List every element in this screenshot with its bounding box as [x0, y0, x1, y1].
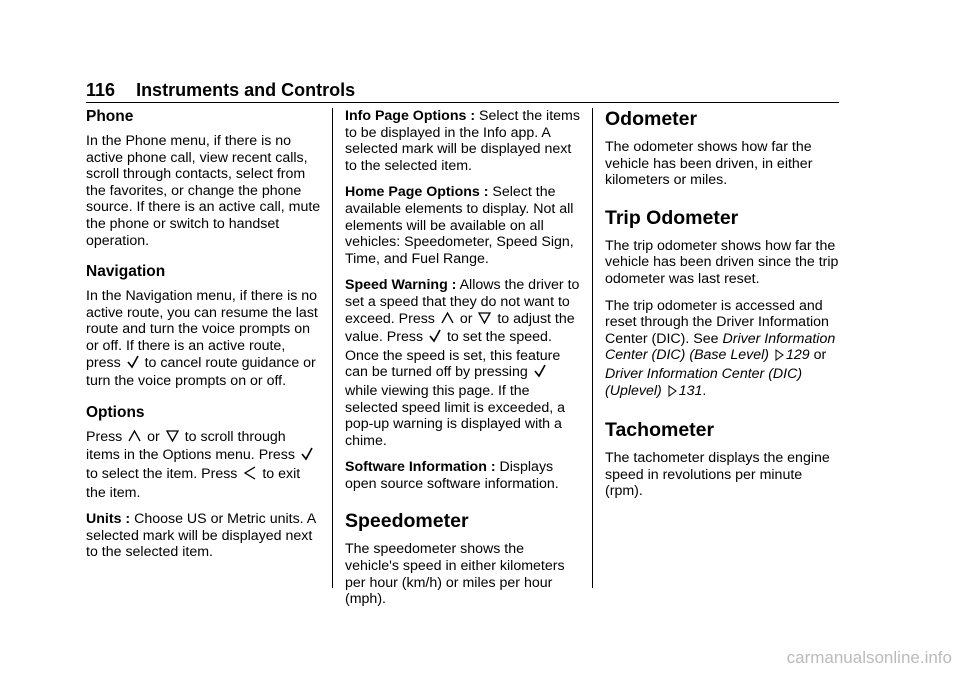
- column-divider-1: [332, 108, 333, 588]
- units-text: Choose US or Metric units. A selected mark will be displayed next to the selected item.: [86, 511, 316, 561]
- page-ref-icon: [775, 349, 784, 366]
- header-rule: [86, 102, 839, 103]
- page-number: 116: [86, 80, 116, 100]
- options-text-b: to scroll through items in the Options menu. Press: [86, 428, 295, 464]
- navigation-paragraph: [86, 288, 322, 390]
- home-page-paragraph: [345, 184, 581, 267]
- speedometer-heading: Speedometer: [345, 510, 469, 533]
- units-paragraph: [86, 511, 322, 561]
- down-arrow-icon: [166, 429, 179, 448]
- watermark: carmanualsonline.info: [786, 648, 952, 667]
- trip-odometer-paragraph-1: The trip odometer shows how far the vehicle has been driven since the trip odometer was last reset.: [605, 237, 839, 287]
- speedometer-paragraph: The speedometer shows the vehicle's speed in either kilometers per hour (km/h) or miles per hour (mph).: [345, 541, 565, 608]
- trip-or: or: [813, 347, 827, 364]
- speed-warning-text-b: to adjust the value. Press: [345, 310, 575, 346]
- up-arrow-icon: [128, 429, 141, 448]
- info-page-paragraph: [345, 108, 581, 174]
- options-text-c: to select the item. Press: [86, 465, 238, 482]
- column-2: [345, 108, 581, 618]
- odometer-paragraph: The odometer shows how far the vehicle has been driven, in either kilometers or miles.: [605, 139, 813, 189]
- dic-uplevel-page[interactable]: 131: [678, 382, 703, 399]
- phone-paragraph: In the Phone menu, if there is no active phone call, view recent calls, scroll through contacts, select from the favorites, or change the phone source. If there is an active call, mute the phone or switch to handset operation.: [86, 133, 321, 249]
- software-info-label: Software Information :: [345, 459, 496, 476]
- software-info-text: Displays open source software information.: [345, 459, 559, 492]
- dic-base-page[interactable]: 129: [785, 347, 810, 364]
- navigation-text-a: In the Navigation menu, if there is no active route, you can resume the last route and turn the voice prompts on or off. If there is an active route, press: [86, 288, 318, 371]
- down-arrow-icon: [478, 311, 491, 330]
- check-icon: [127, 355, 139, 374]
- options-text-d: to exit the item.: [86, 465, 301, 501]
- up-arrow-icon: [441, 311, 454, 330]
- trip-odometer-heading: Trip Odometer: [605, 206, 739, 229]
- speed-warning-or: or: [459, 310, 473, 327]
- check-icon: [429, 329, 441, 348]
- info-page-label: Info Page Options :: [345, 108, 476, 124]
- trip-text-a: The trip odometer is accessed and reset through the Driver Information Center (DIC). See: [605, 297, 829, 347]
- tachometer-heading: Tachometer: [605, 419, 715, 442]
- navigation-heading: Navigation: [86, 263, 166, 281]
- speed-warning-text-d: while viewing this page. If the selected speed limit is exceeded, a pop-up warning is displayed with a chime.: [345, 382, 566, 449]
- column-3: [605, 108, 841, 510]
- options-paragraph: [86, 429, 322, 501]
- units-label: Units :: [86, 511, 131, 528]
- trip-odometer-paragraph-2: [605, 298, 841, 402]
- column-1: [86, 108, 322, 571]
- home-page-label: Home Page Options :: [345, 184, 489, 201]
- check-icon: [534, 364, 546, 383]
- phone-heading: Phone: [86, 108, 134, 125]
- dic-base-link[interactable]: Driver Information Center (DIC) (Base Level): [605, 330, 836, 364]
- options-text-a: Press: [86, 428, 123, 445]
- odometer-heading: Odometer: [605, 108, 698, 130]
- options-heading: Options: [86, 403, 145, 421]
- speed-warning-text-c: to set the speed. Once the speed is set, this feature can be turned off by pressing: [345, 329, 561, 381]
- section-title: Instruments and Controls: [136, 80, 356, 100]
- software-info-paragraph: [345, 459, 581, 492]
- navigation-text-b: to cancel route guidance or turn the voice prompts on or off.: [86, 354, 316, 390]
- period: .: [702, 382, 707, 399]
- column-divider-2: [592, 108, 593, 588]
- options-or: or: [147, 428, 160, 445]
- tachometer-paragraph: The tachometer displays the engine speed in revolutions per minute (rpm).: [605, 450, 830, 500]
- speed-warning-label: Speed Warning :: [345, 277, 457, 294]
- info-page-text: Select the items to be displayed in the Info app. A selected mark will be displayed next to the selected item.: [345, 108, 580, 174]
- home-page-text: Select the available elements to display. Not all elements will be available on all vehicles: Speedometer, Speed Sign, Time, and Fuel Range.: [345, 184, 574, 267]
- page-ref-icon: [668, 385, 677, 402]
- page-header: [86, 80, 355, 101]
- dic-uplevel-link[interactable]: Driver Information Center (DIC) (Uplevel): [605, 365, 803, 399]
- check-icon: [301, 447, 313, 466]
- speed-warning-text-a: Allows the driver to set a speed that they do not want to exceed. Press: [345, 277, 580, 327]
- speed-warning-paragraph: [345, 277, 581, 449]
- back-arrow-icon: [243, 466, 256, 485]
